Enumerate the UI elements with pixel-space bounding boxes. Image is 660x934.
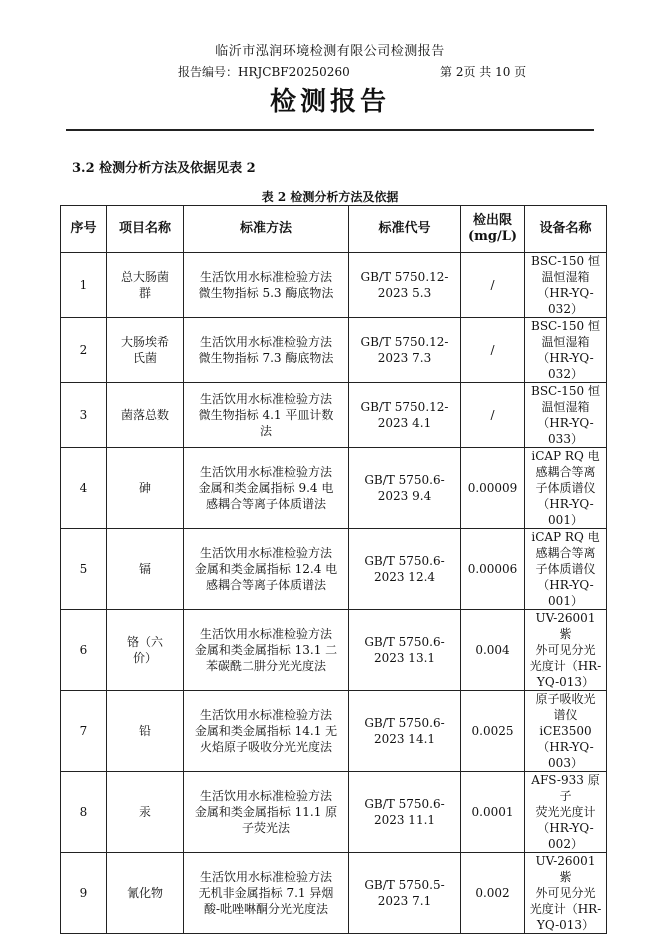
table-row: [61, 448, 607, 529]
item-name: 铬（六 价）: [107, 610, 184, 691]
standard-method: 生活饮用水标准检验方法 无机非金属指标 7.1 异烟 酸-吡唑啉酮分光光度法: [184, 853, 349, 934]
item-name: 汞: [107, 772, 184, 853]
detection-limit: 0.0001: [461, 772, 525, 853]
equipment-name: BSC-150 恒 温恒湿箱 （HR-YQ- 033）: [525, 383, 607, 448]
item-name: 砷: [107, 448, 184, 529]
standard-code: GB/T 5750.6- 2023 13.1: [349, 610, 461, 691]
row-number: 5: [61, 529, 107, 610]
methods-table: [60, 205, 607, 934]
detection-limit: /: [461, 318, 525, 383]
company-report-header: 临沂市泓润环境检测有限公司检测报告: [215, 44, 445, 59]
row-number: 9: [61, 853, 107, 934]
standard-code: GB/T 5750.6- 2023 12.4: [349, 529, 461, 610]
report-number: 报告编号：HRJCBF20250260: [178, 65, 350, 79]
standard-code: GB/T 5750.6- 2023 14.1: [349, 691, 461, 772]
row-number: 1: [61, 253, 107, 318]
row-number: 2: [61, 318, 107, 383]
equipment-name: AFS-933 原子 荧光光度计 （HR-YQ- 002）: [525, 772, 607, 853]
standard-method: 生活饮用水标准检验方法 金属和类金属指标 14.1 无 火焰原子吸收分光光度法: [184, 691, 349, 772]
row-number: 7: [61, 691, 107, 772]
standard-code: GB/T 5750.12- 2023 7.3: [349, 318, 461, 383]
equipment-name: iCAP RQ 电 感耦合等离 子体质谱仪 （HR-YQ- 001）: [525, 448, 607, 529]
equipment-name: BSC-150 恒 温恒湿箱 （HR-YQ- 032）: [525, 253, 607, 318]
detection-limit: /: [461, 253, 525, 318]
page-number: 第 2页 共 10 页: [440, 65, 527, 79]
table-caption: 表 2 检测分析方法及依据: [261, 190, 399, 204]
table-row: [61, 853, 607, 934]
item-name: 菌落总数: [107, 383, 184, 448]
document-title: 检测报告: [269, 87, 390, 117]
equipment-name: UV-26001 紫 外可见分光 光度计（HR- YQ-013）: [525, 853, 607, 934]
detection-limit: /: [461, 383, 525, 448]
item-name: 镉: [107, 529, 184, 610]
standard-method: 生活饮用水标准检验方法 微生物指标 4.1 平皿计数 法: [184, 383, 349, 448]
standard-method: 生活饮用水标准检验方法 微生物指标 7.3 酶底物法: [184, 318, 349, 383]
standard-code: GB/T 5750.12- 2023 5.3: [349, 253, 461, 318]
table-row: [61, 253, 607, 318]
standard-method: 生活饮用水标准检验方法 金属和类金属指标 13.1 二 苯碳酰二肼分光光度法: [184, 610, 349, 691]
column-header: 标准方法: [184, 206, 349, 253]
equipment-name: iCAP RQ 电 感耦合等离 子体质谱仪 （HR-YQ- 001）: [525, 529, 607, 610]
section-heading: 3.2 检测分析方法及依据见表 2: [72, 161, 256, 176]
table-row: [61, 772, 607, 853]
equipment-name: BSC-150 恒 温恒湿箱 （HR-YQ- 032）: [525, 318, 607, 383]
standard-code: GB/T 5750.5- 2023 7.1: [349, 853, 461, 934]
item-name: 氰化物: [107, 853, 184, 934]
item-name: 铅: [107, 691, 184, 772]
column-header: 检出限 (mg/L): [461, 206, 525, 253]
column-header: 标准代号: [349, 206, 461, 253]
standard-method: 生活饮用水标准检验方法 金属和类金属指标 11.1 原 子荧光法: [184, 772, 349, 853]
column-header: 序号: [61, 206, 107, 253]
row-number: 4: [61, 448, 107, 529]
table-row: [61, 691, 607, 772]
table-row: [61, 610, 607, 691]
detection-limit: 0.002: [461, 853, 525, 934]
row-number: 8: [61, 772, 107, 853]
standard-method: 生活饮用水标准检验方法 金属和类金属指标 12.4 电 感耦合等离子体质谱法: [184, 529, 349, 610]
detection-limit: 0.00009: [461, 448, 525, 529]
standard-code: GB/T 5750.6- 2023 11.1: [349, 772, 461, 853]
equipment-name: 原子吸收光 谱仪 iCE3500 （HR-YQ- 003）: [525, 691, 607, 772]
detection-limit: 0.0025: [461, 691, 525, 772]
row-number: 6: [61, 610, 107, 691]
standard-code: GB/T 5750.6- 2023 9.4: [349, 448, 461, 529]
item-name: 大肠埃希 氏菌: [107, 318, 184, 383]
standard-method: 生活饮用水标准检验方法 微生物指标 5.3 酶底物法: [184, 253, 349, 318]
row-number: 3: [61, 383, 107, 448]
table-row: [61, 383, 607, 448]
standard-method: 生活饮用水标准检验方法 金属和类金属指标 9.4 电 感耦合等离子体质谱法: [184, 448, 349, 529]
column-header: 设备名称: [525, 206, 607, 253]
equipment-name: UV-26001 紫 外可见分光 光度计（HR- YQ-013）: [525, 610, 607, 691]
table-row: [61, 318, 607, 383]
detection-limit: 0.00006: [461, 529, 525, 610]
detection-limit: 0.004: [461, 610, 525, 691]
title-divider: [66, 129, 594, 131]
table-header-row: [61, 206, 607, 253]
table-row: [61, 529, 607, 610]
item-name: 总大肠菌 群: [107, 253, 184, 318]
standard-code: GB/T 5750.12- 2023 4.1: [349, 383, 461, 448]
column-header: 项目名称: [107, 206, 184, 253]
